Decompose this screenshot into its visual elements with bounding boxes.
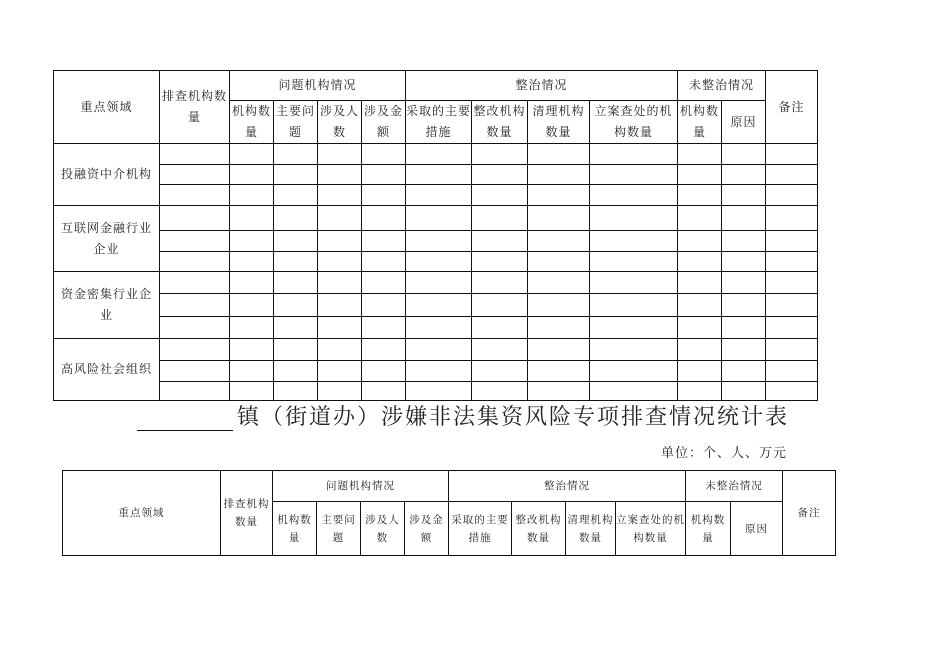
subheader-3: 涉及金额 bbox=[362, 101, 406, 144]
data-cell[interactable] bbox=[590, 361, 678, 382]
header-rectify: 整治情况 bbox=[449, 471, 686, 502]
data-cell[interactable] bbox=[722, 339, 766, 361]
data-cell[interactable] bbox=[766, 185, 818, 206]
data-cell[interactable] bbox=[528, 252, 590, 272]
table-row bbox=[54, 165, 818, 185]
subheader-0: 机构数量 bbox=[230, 101, 274, 144]
data-cell[interactable] bbox=[274, 339, 318, 361]
data-cell[interactable] bbox=[766, 361, 818, 382]
data-cell[interactable] bbox=[472, 361, 528, 382]
data-cell[interactable] bbox=[472, 294, 528, 317]
data-cell[interactable] bbox=[722, 382, 766, 401]
data-cell[interactable] bbox=[230, 231, 274, 252]
data-cell[interactable] bbox=[472, 382, 528, 401]
data-cell[interactable] bbox=[362, 382, 406, 401]
data-cell[interactable] bbox=[274, 382, 318, 401]
data-cell[interactable] bbox=[722, 317, 766, 339]
data-cell[interactable] bbox=[362, 317, 406, 339]
data-cell[interactable] bbox=[230, 252, 274, 272]
data-cell[interactable] bbox=[318, 144, 362, 165]
subheader-1: 主要问题 bbox=[317, 502, 361, 556]
data-cell[interactable] bbox=[528, 165, 590, 185]
subheader-7: 立案查处的机构数量 bbox=[616, 502, 686, 556]
data-cell[interactable] bbox=[722, 206, 766, 231]
data-cell[interactable] bbox=[362, 165, 406, 185]
data-cell[interactable] bbox=[274, 252, 318, 272]
data-cell[interactable] bbox=[406, 272, 472, 294]
data-cell[interactable] bbox=[406, 206, 472, 231]
data-cell[interactable] bbox=[160, 252, 230, 272]
title-text: 镇（街道办）涉嫌非法集资风险专项排查情况统计表 bbox=[237, 405, 790, 430]
data-cell[interactable] bbox=[590, 185, 678, 206]
subheader-0: 机构数量 bbox=[273, 502, 317, 556]
data-cell[interactable] bbox=[406, 144, 472, 165]
data-cell[interactable] bbox=[406, 361, 472, 382]
data-cell[interactable] bbox=[722, 144, 766, 165]
data-cell[interactable] bbox=[590, 382, 678, 401]
data-cell[interactable] bbox=[160, 231, 230, 252]
data-cell[interactable] bbox=[274, 294, 318, 317]
data-cell[interactable] bbox=[230, 206, 274, 231]
data-cell[interactable] bbox=[406, 165, 472, 185]
table-row bbox=[54, 144, 818, 165]
data-cell[interactable] bbox=[472, 144, 528, 165]
data-cell[interactable] bbox=[678, 165, 722, 185]
data-cell[interactable] bbox=[722, 231, 766, 252]
subheader-8: 机构数量 bbox=[678, 101, 722, 144]
data-cell[interactable] bbox=[590, 252, 678, 272]
data-cell[interactable] bbox=[362, 294, 406, 317]
data-cell[interactable] bbox=[766, 317, 818, 339]
data-cell[interactable] bbox=[678, 272, 722, 294]
data-cell[interactable] bbox=[318, 185, 362, 206]
header-domain: 重点领域 bbox=[54, 71, 160, 144]
data-cell[interactable] bbox=[766, 165, 818, 185]
table-row bbox=[54, 272, 818, 294]
header-unrectified: 未整治情况 bbox=[678, 71, 766, 101]
data-cell[interactable] bbox=[528, 317, 590, 339]
data-cell[interactable] bbox=[590, 165, 678, 185]
subheader-2: 涉及人数 bbox=[318, 101, 362, 144]
data-cell[interactable] bbox=[590, 206, 678, 231]
data-cell[interactable] bbox=[472, 206, 528, 231]
data-cell[interactable] bbox=[678, 317, 722, 339]
data-cell[interactable] bbox=[472, 339, 528, 361]
data-cell[interactable] bbox=[230, 294, 274, 317]
unit-label: 单位：个、人、万元 bbox=[660, 446, 787, 461]
subheader-2: 涉及人数 bbox=[361, 502, 405, 556]
data-cell[interactable] bbox=[160, 144, 230, 165]
data-cell[interactable] bbox=[472, 231, 528, 252]
data-cell[interactable] bbox=[766, 382, 818, 401]
data-cell[interactable] bbox=[160, 206, 230, 231]
data-cell[interactable] bbox=[406, 382, 472, 401]
data-cell[interactable] bbox=[160, 339, 230, 361]
table-row bbox=[54, 361, 818, 382]
data-cell[interactable] bbox=[678, 206, 722, 231]
domain-cell: 资金密集行业企业 bbox=[54, 272, 160, 339]
data-cell[interactable] bbox=[160, 317, 230, 339]
data-cell[interactable] bbox=[766, 144, 818, 165]
data-cell[interactable] bbox=[318, 165, 362, 185]
table-row bbox=[54, 252, 818, 272]
header-problem: 问题机构情况 bbox=[273, 471, 449, 502]
data-cell[interactable] bbox=[528, 185, 590, 206]
data-cell[interactable] bbox=[362, 252, 406, 272]
table-row bbox=[54, 294, 818, 317]
data-cell[interactable] bbox=[230, 185, 274, 206]
data-cell[interactable] bbox=[362, 206, 406, 231]
data-cell[interactable] bbox=[318, 339, 362, 361]
data-cell[interactable] bbox=[528, 272, 590, 294]
data-cell[interactable] bbox=[472, 272, 528, 294]
data-cell[interactable] bbox=[766, 206, 818, 231]
subheader-9: 原因 bbox=[731, 502, 783, 556]
data-cell[interactable] bbox=[722, 165, 766, 185]
data-cell[interactable] bbox=[722, 272, 766, 294]
table-row bbox=[54, 382, 818, 401]
data-cell[interactable] bbox=[274, 165, 318, 185]
data-cell[interactable] bbox=[362, 144, 406, 165]
data-cell[interactable] bbox=[160, 361, 230, 382]
data-cell[interactable] bbox=[722, 252, 766, 272]
data-cell[interactable] bbox=[230, 317, 274, 339]
data-cell[interactable] bbox=[406, 294, 472, 317]
data-cell[interactable] bbox=[362, 185, 406, 206]
data-cell[interactable] bbox=[274, 231, 318, 252]
data-cell[interactable] bbox=[590, 339, 678, 361]
data-cell[interactable] bbox=[678, 382, 722, 401]
domain-cell: 高风险社会组织 bbox=[54, 339, 160, 401]
data-cell[interactable] bbox=[590, 231, 678, 252]
data-cell[interactable] bbox=[722, 185, 766, 206]
data-cell[interactable] bbox=[406, 317, 472, 339]
data-cell[interactable] bbox=[406, 252, 472, 272]
data-cell[interactable] bbox=[362, 231, 406, 252]
header-remark: 备注 bbox=[766, 71, 818, 144]
data-cell[interactable] bbox=[590, 317, 678, 339]
data-cell[interactable] bbox=[678, 231, 722, 252]
town-name-blank bbox=[137, 406, 233, 431]
header-problem: 问题机构情况 bbox=[230, 71, 406, 101]
data-cell[interactable] bbox=[472, 317, 528, 339]
subheader-1: 主要问题 bbox=[274, 101, 318, 144]
data-cell[interactable] bbox=[678, 294, 722, 317]
data-cell[interactable] bbox=[528, 382, 590, 401]
data-cell[interactable] bbox=[406, 231, 472, 252]
data-cell[interactable] bbox=[318, 361, 362, 382]
header-checked-count: 排查机构数量 bbox=[160, 71, 230, 144]
subheader-4: 采取的主要措施 bbox=[406, 101, 472, 144]
data-cell[interactable] bbox=[766, 294, 818, 317]
data-cell[interactable] bbox=[528, 294, 590, 317]
statistics-table-bottom bbox=[62, 470, 836, 556]
data-cell[interactable] bbox=[766, 231, 818, 252]
data-cell[interactable] bbox=[160, 382, 230, 401]
data-cell[interactable] bbox=[274, 272, 318, 294]
data-cell[interactable] bbox=[528, 339, 590, 361]
table-row bbox=[54, 206, 818, 231]
data-cell[interactable] bbox=[230, 144, 274, 165]
domain-cell: 互联网金融行业企业 bbox=[54, 206, 160, 272]
data-cell[interactable] bbox=[230, 382, 274, 401]
data-cell[interactable] bbox=[528, 144, 590, 165]
data-cell[interactable] bbox=[528, 231, 590, 252]
data-cell[interactable] bbox=[678, 144, 722, 165]
data-cell[interactable] bbox=[274, 185, 318, 206]
data-cell[interactable] bbox=[766, 252, 818, 272]
statistics-table-top bbox=[53, 70, 818, 401]
data-cell[interactable] bbox=[318, 206, 362, 231]
subheader-8: 机构数量 bbox=[686, 502, 731, 556]
data-cell[interactable] bbox=[318, 317, 362, 339]
header-checked-count: 排查机构数量 bbox=[221, 471, 273, 556]
data-cell[interactable] bbox=[274, 206, 318, 231]
data-cell[interactable] bbox=[766, 272, 818, 294]
data-cell[interactable] bbox=[160, 185, 230, 206]
header-domain: 重点领域 bbox=[63, 471, 221, 556]
data-cell[interactable] bbox=[528, 206, 590, 231]
data-cell[interactable] bbox=[274, 317, 318, 339]
data-cell[interactable] bbox=[230, 272, 274, 294]
subheader-5: 整改机构数量 bbox=[472, 101, 528, 144]
subheader-9: 原因 bbox=[722, 101, 766, 144]
data-cell[interactable] bbox=[590, 294, 678, 317]
data-cell[interactable] bbox=[528, 361, 590, 382]
header-rectify: 整治情况 bbox=[406, 71, 678, 101]
header-unrectified: 未整治情况 bbox=[686, 471, 783, 502]
data-cell[interactable] bbox=[678, 339, 722, 361]
data-cell[interactable] bbox=[160, 165, 230, 185]
table-row bbox=[54, 231, 818, 252]
domain-cell: 投融资中介机构 bbox=[54, 144, 160, 206]
data-cell[interactable] bbox=[160, 272, 230, 294]
data-cell[interactable] bbox=[722, 361, 766, 382]
data-cell[interactable] bbox=[230, 339, 274, 361]
subheader-5: 整改机构数量 bbox=[512, 502, 566, 556]
subheader-6: 清理机构数量 bbox=[566, 502, 616, 556]
data-cell[interactable] bbox=[722, 294, 766, 317]
subheader-6: 清理机构数量 bbox=[528, 101, 590, 144]
data-cell[interactable] bbox=[472, 165, 528, 185]
data-cell[interactable] bbox=[678, 185, 722, 206]
data-cell[interactable] bbox=[274, 361, 318, 382]
data-cell[interactable] bbox=[766, 339, 818, 361]
data-cell[interactable] bbox=[678, 252, 722, 272]
data-cell[interactable] bbox=[318, 382, 362, 401]
header-remark: 备注 bbox=[783, 471, 836, 556]
table-row bbox=[54, 185, 818, 206]
data-cell[interactable] bbox=[406, 185, 472, 206]
data-cell[interactable] bbox=[318, 231, 362, 252]
subheader-4: 采取的主要措施 bbox=[449, 502, 512, 556]
data-cell[interactable] bbox=[230, 165, 274, 185]
data-cell[interactable] bbox=[318, 294, 362, 317]
table-row bbox=[54, 317, 818, 339]
subheader-3: 涉及金额 bbox=[405, 502, 449, 556]
data-cell[interactable] bbox=[230, 361, 274, 382]
subheader-7: 立案查处的机构数量 bbox=[590, 101, 678, 144]
data-cell[interactable] bbox=[274, 144, 318, 165]
data-cell[interactable] bbox=[472, 252, 528, 272]
data-cell[interactable] bbox=[160, 294, 230, 317]
data-cell[interactable] bbox=[362, 361, 406, 382]
data-cell[interactable] bbox=[318, 272, 362, 294]
data-cell[interactable] bbox=[590, 272, 678, 294]
data-cell[interactable] bbox=[472, 185, 528, 206]
data-cell[interactable] bbox=[406, 339, 472, 361]
data-cell[interactable] bbox=[362, 272, 406, 294]
data-cell[interactable] bbox=[590, 144, 678, 165]
data-cell[interactable] bbox=[362, 339, 406, 361]
page-title bbox=[137, 400, 789, 431]
table-row bbox=[54, 339, 818, 361]
data-cell[interactable] bbox=[318, 252, 362, 272]
data-cell[interactable] bbox=[678, 361, 722, 382]
